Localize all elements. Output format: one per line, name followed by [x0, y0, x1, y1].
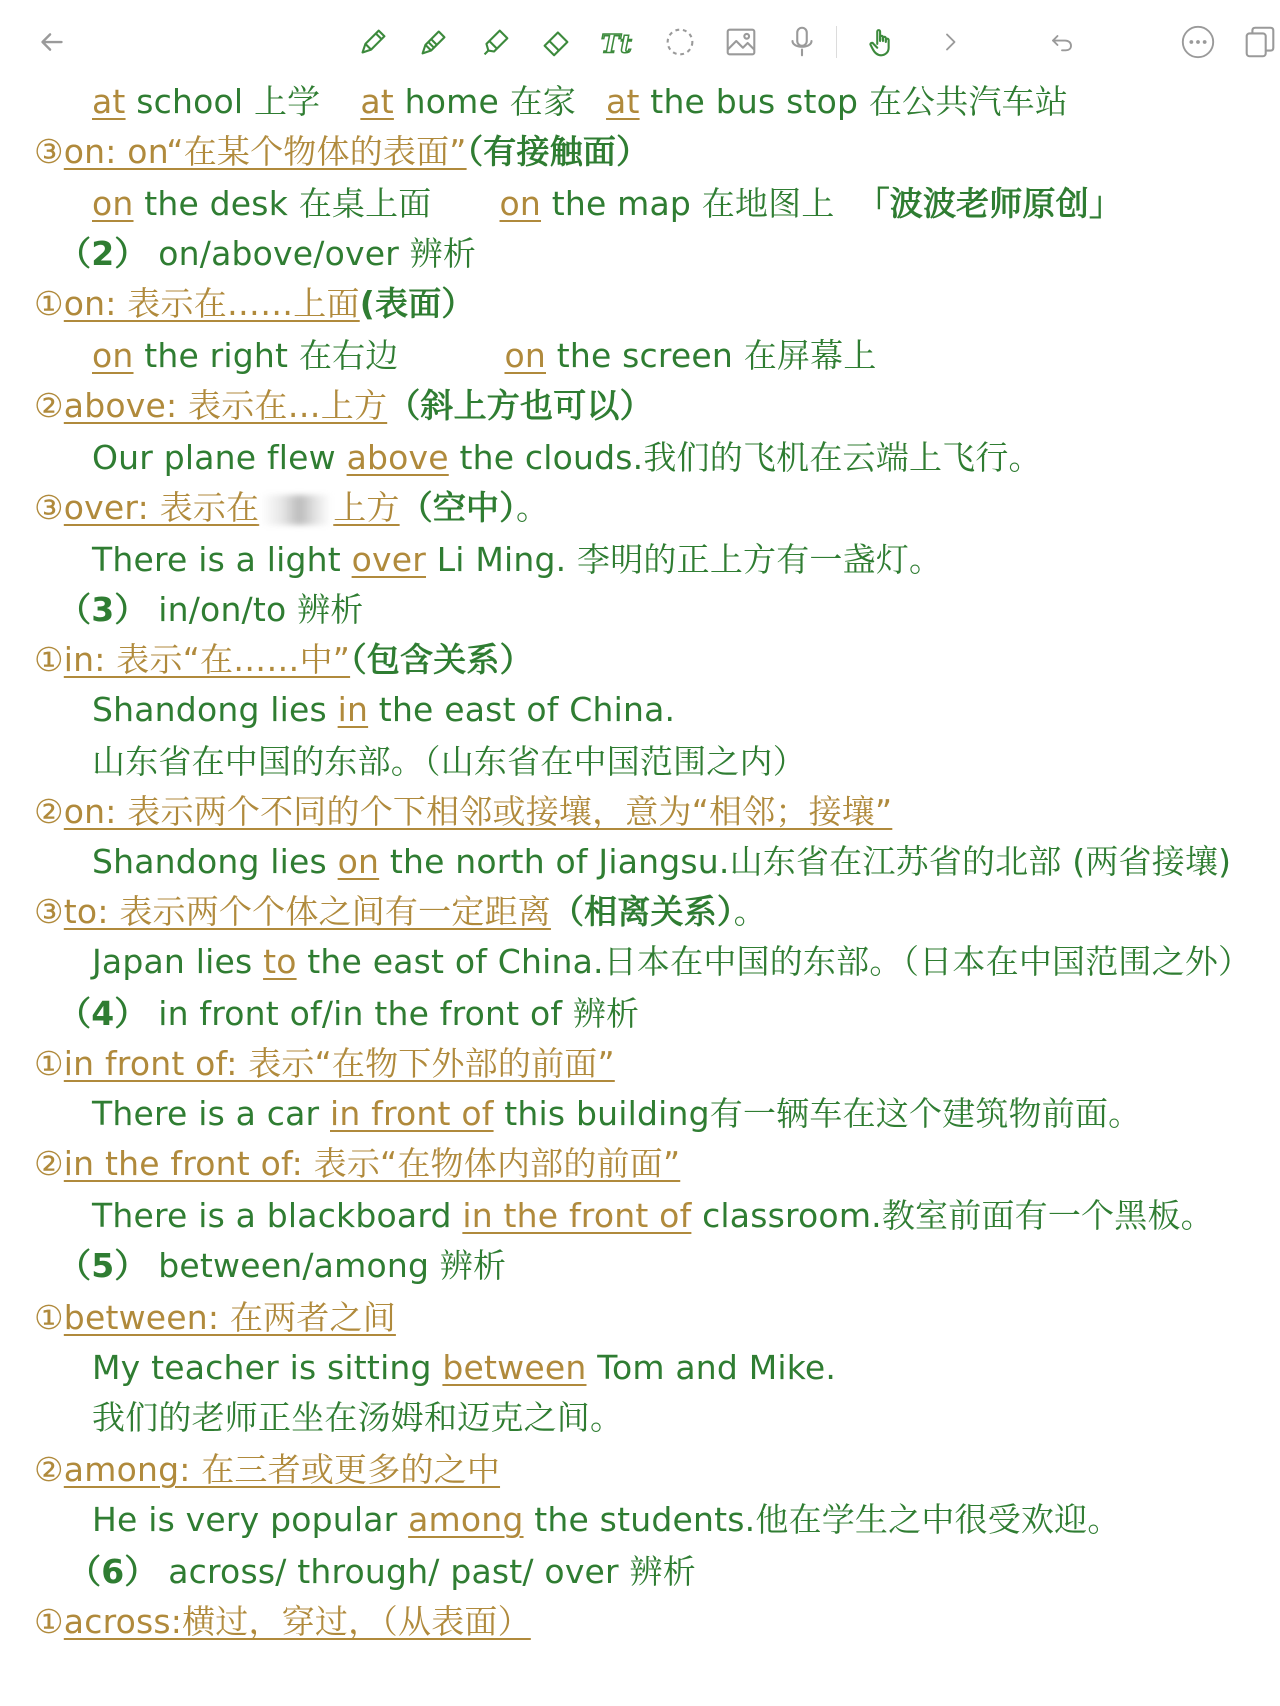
note-line	[34, 130, 649, 174]
section-heading	[58, 992, 639, 1036]
line-text: the clouds.我们的飞机在云端上飞行。	[448, 438, 1042, 477]
section-title: in front of/in the front of 辨析	[147, 994, 640, 1033]
line-text: 山东省在中国的东部。（山东省在中国范围之内）	[92, 742, 806, 781]
underlined-keyword: above	[346, 438, 449, 477]
line-text: 。	[515, 488, 550, 527]
item-number: ②	[34, 1450, 64, 1489]
bold-note: （有接触面）	[466, 132, 650, 171]
section-number: （3）	[58, 590, 148, 629]
lasso-icon[interactable]	[660, 22, 700, 62]
underlined-definition: over: 表示在	[63, 488, 260, 527]
line-text: 。	[733, 892, 767, 931]
item-number: ②	[34, 792, 64, 831]
underlined-definition: on: 表示在……上面	[63, 284, 360, 323]
item-number: ①	[34, 1044, 64, 1083]
line-text: There is a light	[92, 540, 352, 579]
line-text: the desk 在桌上面	[133, 184, 432, 223]
line-text: the east of China.日本在中国的东部。（日本在中国范围之外）	[296, 942, 1252, 981]
underlined-keyword: on	[499, 184, 542, 223]
section-heading	[68, 1550, 696, 1594]
undo-icon[interactable]	[1042, 22, 1082, 62]
note-line	[34, 486, 549, 530]
note-line	[34, 1600, 531, 1644]
section-number: （4）	[58, 994, 148, 1033]
line-text: Shandong lies	[92, 842, 338, 881]
toolbar	[0, 0, 1280, 80]
note-line	[92, 1092, 1141, 1136]
line-text: home 在家	[393, 82, 577, 121]
underlined-keyword: on	[92, 336, 134, 375]
note-line	[34, 1296, 396, 1340]
eraser-icon[interactable]	[536, 22, 576, 62]
section-heading	[58, 1244, 506, 1288]
item-number: ③	[34, 892, 64, 931]
note-line	[34, 790, 892, 834]
toolbar-separator	[836, 26, 837, 58]
section-title: across/ through/ past/ over 辨析	[157, 1552, 696, 1591]
underlined-keyword: in	[337, 690, 369, 729]
note-line	[34, 1042, 615, 1086]
item-number: ②	[34, 386, 64, 425]
line-text: school 上学	[125, 82, 321, 121]
note-line	[92, 182, 1122, 226]
note-line	[92, 840, 1231, 884]
section-heading	[58, 232, 476, 276]
note-line	[92, 1498, 1121, 1542]
note-line	[34, 1448, 500, 1492]
note-line	[34, 384, 653, 428]
line-text: this building有一辆车在这个建筑物前面。	[493, 1094, 1142, 1133]
item-number: ①	[34, 1602, 64, 1641]
note-line	[92, 1346, 836, 1390]
item-number: ①	[34, 1298, 64, 1337]
line-text: There is a car	[92, 1094, 330, 1133]
underlined-definition: among: 在三者或更多的之中	[63, 1450, 501, 1489]
note-line	[92, 334, 877, 378]
section-number: （6）	[68, 1552, 158, 1591]
line-text: the right 在右边	[133, 336, 399, 375]
section-heading	[58, 588, 364, 632]
underlined-definition: to: 表示两个个体之间有一定距离	[63, 892, 551, 931]
section-title: on/above/over 辨析	[147, 234, 477, 273]
pages-icon[interactable]	[1240, 22, 1280, 62]
underlined-definition: on: 表示两个不同的个下相邻或接壤，意为“相邻；接壤”	[63, 792, 893, 831]
line-text: the screen 在屏幕上	[546, 336, 877, 375]
note-line	[92, 688, 675, 732]
hand-pointer-icon[interactable]	[862, 22, 902, 62]
section-number: （2）	[58, 234, 148, 273]
pen-icon[interactable]	[353, 22, 393, 62]
underlined-definition: between: 在两者之间	[63, 1298, 396, 1337]
line-text: Shandong lies	[92, 690, 338, 729]
bold-note: （空中）	[399, 488, 516, 527]
more-icon[interactable]	[1178, 22, 1218, 62]
underlined-keyword: among	[408, 1500, 524, 1539]
note-line	[92, 1396, 623, 1440]
underlined-keyword: over	[351, 540, 426, 579]
bold-note: （斜上方也可以）	[387, 386, 653, 425]
note-line	[34, 890, 767, 934]
underlined-keyword: on	[337, 842, 380, 881]
underlined-keyword: in front of	[330, 1094, 494, 1133]
bold-note: （相离关系）	[550, 892, 734, 931]
note-line	[92, 80, 1068, 124]
underlined-definition: in: 表示“在……中”	[63, 640, 351, 679]
line-text: Tom and Mike.	[586, 1348, 837, 1387]
microphone-icon[interactable]	[782, 22, 822, 62]
note-line	[92, 940, 1251, 984]
text-tool-label: Tt	[600, 29, 632, 60]
back-arrow-icon[interactable]	[32, 22, 72, 62]
bold-note: 「波波老师原创」	[856, 184, 1123, 223]
note-line	[34, 638, 533, 682]
highlighter-icon[interactable]	[475, 22, 515, 62]
underlined-definition: in the front of: 表示“在物体内部的前面”	[63, 1144, 681, 1183]
note-line	[92, 436, 1042, 480]
line-text: 我们的老师正坐在汤姆和迈克之间。	[92, 1398, 624, 1437]
line-text: the students.他在学生之中很受欢迎。	[523, 1500, 1121, 1539]
underlined-keyword: to	[263, 942, 297, 981]
underlined-keyword: on	[504, 336, 546, 375]
line-text: the north of Jiangsu.山东省在江苏省的北部 (两省接壤)	[379, 842, 1232, 881]
item-number: ①	[34, 284, 64, 323]
item-number: ①	[34, 640, 64, 679]
bold-note: （包含关系）	[350, 640, 533, 679]
line-text: There is a blackboard	[92, 1196, 463, 1235]
line-text: Li Ming. 李明的正上方有一盏灯。	[426, 540, 943, 579]
line-text: classroom.教室前面有一个黑板。	[691, 1196, 1214, 1235]
line-text: My teacher is sitting	[92, 1348, 443, 1387]
underlined-definition: across:横过，穿过，（从表面）	[63, 1602, 531, 1641]
note-line	[34, 1142, 680, 1186]
text-tool-icon[interactable]	[598, 22, 638, 62]
underlined-keyword: in the front of	[462, 1196, 692, 1235]
line-text: Japan lies	[92, 942, 264, 981]
underlined-definition: above: 表示在…上方	[63, 386, 388, 425]
image-icon[interactable]	[721, 22, 761, 62]
line-text: the east of China.	[368, 690, 676, 729]
line-text: Our plane flew	[92, 438, 347, 477]
underlined-keyword: on	[92, 184, 134, 223]
redaction-smudge	[261, 495, 331, 525]
note-line	[92, 740, 806, 784]
underlined-keyword: at	[92, 82, 126, 121]
underlined-keyword: between	[442, 1348, 587, 1387]
note-line	[34, 282, 475, 326]
item-number: ②	[34, 1144, 64, 1183]
section-number: （5）	[58, 1246, 148, 1285]
chevron-right-icon[interactable]	[930, 22, 970, 62]
section-title: in/on/to 辨析	[147, 590, 364, 629]
underlined-definition: in front of: 表示“在物下外部的前面”	[63, 1044, 615, 1083]
pencil-icon[interactable]	[414, 22, 454, 62]
bold-note: (表面）	[359, 284, 475, 323]
underlined-keyword: at	[606, 82, 640, 121]
underlined-keyword: at	[360, 82, 394, 121]
line-text: He is very popular	[92, 1500, 409, 1539]
underlined-definition: on: on“在某个物体的表面”	[63, 132, 467, 171]
line-text: the bus stop 在公共汽车站	[639, 82, 1069, 121]
note-line	[92, 538, 942, 582]
section-title: between/among 辨析	[147, 1246, 507, 1285]
note-line	[92, 1194, 1214, 1238]
line-text: the map 在地图上	[541, 184, 835, 223]
item-number: ③	[34, 488, 64, 527]
item-number: ③	[34, 132, 64, 171]
underlined-definition: 上方	[333, 488, 400, 527]
